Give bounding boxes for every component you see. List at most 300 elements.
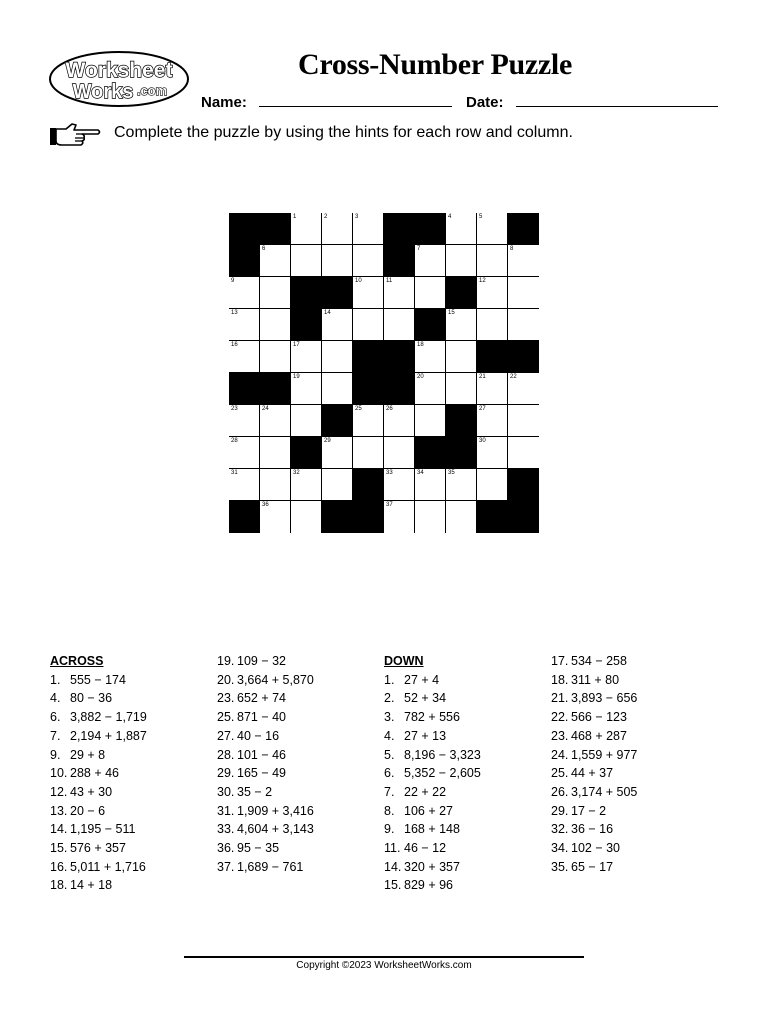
cell-number: 3 xyxy=(355,214,359,220)
clue-number: 11. xyxy=(384,841,401,856)
clue-number: 25. xyxy=(217,710,235,725)
grid-cell[interactable] xyxy=(260,405,291,437)
cell-number: 33 xyxy=(386,470,393,476)
across-clue xyxy=(217,839,314,858)
grid-cell[interactable] xyxy=(229,469,260,501)
grid-cell-black xyxy=(446,277,477,309)
grid-cell[interactable] xyxy=(384,309,415,341)
clue-number: 4. xyxy=(384,728,395,743)
clue-number: 18. xyxy=(551,672,569,687)
page-title: Cross-Number Puzzle xyxy=(298,48,572,81)
clue-expression: 782 + 556 xyxy=(404,710,460,725)
across-clue xyxy=(50,802,147,821)
across-clue xyxy=(50,839,147,858)
clue-number: 7. xyxy=(50,728,61,743)
grid-cell[interactable] xyxy=(508,309,539,341)
across-clue xyxy=(50,671,147,690)
cell-number: 13 xyxy=(231,310,238,316)
grid-cell-black xyxy=(229,245,260,277)
down-clue xyxy=(551,858,637,877)
cell-number: 22 xyxy=(510,374,517,380)
clue-expression: 95 − 35 xyxy=(237,841,280,856)
grid-cell[interactable] xyxy=(229,437,260,469)
instructions-text: Complete the puzzle by using the hints for each row and column. xyxy=(114,124,573,141)
across-clue xyxy=(50,820,147,839)
cell-number: 1 xyxy=(293,214,297,220)
clue-number: 14. xyxy=(384,859,402,874)
grid-cell[interactable] xyxy=(384,405,415,437)
cell-number: 30 xyxy=(479,438,486,444)
grid-cell[interactable] xyxy=(322,213,353,245)
grid-cell-black xyxy=(353,341,384,373)
grid-cell[interactable] xyxy=(384,501,415,533)
grid-cell-black xyxy=(353,373,384,405)
grid-cell[interactable] xyxy=(322,245,353,277)
grid-cell[interactable] xyxy=(353,277,384,309)
cell-number: 27 xyxy=(479,406,486,412)
grid-cell-black xyxy=(508,341,539,373)
down-clue xyxy=(551,652,637,671)
across-clue xyxy=(50,746,147,765)
grid-cell[interactable] xyxy=(353,437,384,469)
down-clue xyxy=(551,689,637,708)
clue-number: 1. xyxy=(50,672,61,687)
down-clue xyxy=(551,727,637,746)
across-clues-column-2 xyxy=(217,652,314,876)
across-clue xyxy=(50,764,147,783)
grid-cell-black xyxy=(260,213,291,245)
clue-expression: 555 − 174 xyxy=(70,672,126,687)
grid-cell[interactable] xyxy=(508,437,539,469)
clue-number: 5. xyxy=(384,747,395,762)
down-clues-column-2 xyxy=(551,652,637,876)
down-clue xyxy=(384,671,481,690)
grid-cell[interactable] xyxy=(384,277,415,309)
clue-expression: 22 + 22 xyxy=(404,784,447,799)
down-clue xyxy=(384,727,481,746)
date-label: Date: xyxy=(466,94,504,111)
grid-cell[interactable] xyxy=(446,373,477,405)
grid-cell[interactable] xyxy=(353,245,384,277)
clue-expression: 1,559 + 977 xyxy=(571,747,638,762)
grid-cell-black xyxy=(229,373,260,405)
clue-expression: 52 + 34 xyxy=(404,691,447,706)
across-clue xyxy=(217,652,314,671)
clue-expression: 652 + 74 xyxy=(237,691,287,706)
clue-expression: 27 + 13 xyxy=(404,728,447,743)
clue-expression: 5,352 − 2,605 xyxy=(404,766,481,781)
grid-cell[interactable] xyxy=(384,469,415,501)
pointing-hand-icon xyxy=(48,121,102,149)
clue-number: 15. xyxy=(384,878,402,893)
clue-number: 10. xyxy=(50,766,68,781)
grid-cell-black xyxy=(415,213,446,245)
grid-cell-black xyxy=(508,501,539,533)
across-clue xyxy=(217,783,314,802)
grid-cell-black xyxy=(508,469,539,501)
grid-cell[interactable] xyxy=(508,373,539,405)
across-heading: ACROSS xyxy=(50,654,104,668)
down-clue xyxy=(384,764,481,783)
grid-cell[interactable] xyxy=(446,501,477,533)
across-clue xyxy=(217,858,314,877)
clue-expression: 8,196 − 3,323 xyxy=(404,747,481,762)
down-clues-column-1 xyxy=(384,652,481,895)
grid-cell-black xyxy=(415,309,446,341)
across-clue xyxy=(50,783,147,802)
grid-cell-black xyxy=(291,437,322,469)
clue-expression: 36 − 16 xyxy=(571,822,614,837)
across-clue xyxy=(50,689,147,708)
puzzle-grid xyxy=(229,213,539,533)
clue-expression: 80 − 36 xyxy=(70,691,113,706)
grid-cell[interactable] xyxy=(477,309,508,341)
clue-number: 16. xyxy=(50,859,68,874)
down-clue xyxy=(551,671,637,690)
grid-cell[interactable] xyxy=(415,501,446,533)
clue-number: 17. xyxy=(551,654,569,668)
clue-expression: 4,604 + 3,143 xyxy=(237,822,314,837)
clue-expression: 106 + 27 xyxy=(404,803,454,818)
down-clue xyxy=(551,820,637,839)
across-clue xyxy=(217,802,314,821)
grid-cell-black xyxy=(384,245,415,277)
grid-cell-black xyxy=(322,405,353,437)
clue-number: 7. xyxy=(384,784,395,799)
grid-cell-black xyxy=(446,437,477,469)
clue-number: 23. xyxy=(551,728,569,743)
across-clue xyxy=(217,708,314,727)
logo-text-worksheet: Worksheet xyxy=(65,59,173,82)
grid-cell[interactable] xyxy=(508,245,539,277)
grid-cell-black xyxy=(229,501,260,533)
clue-number: 23. xyxy=(217,691,235,706)
clue-number: 31. xyxy=(217,803,235,818)
down-heading: DOWN xyxy=(384,654,424,668)
cell-number: 5 xyxy=(479,214,483,220)
grid-cell-black xyxy=(477,341,508,373)
down-clue xyxy=(551,783,637,802)
grid-cell[interactable] xyxy=(353,405,384,437)
clue-number: 29. xyxy=(551,803,569,818)
clue-number: 18. xyxy=(50,878,68,893)
clue-expression: 3,664 + 5,870 xyxy=(237,672,314,687)
clue-expression: 3,893 − 656 xyxy=(571,691,638,706)
clue-expression: 14 + 18 xyxy=(70,878,113,893)
grid-cell[interactable] xyxy=(322,309,353,341)
grid-cell[interactable] xyxy=(508,405,539,437)
clue-expression: 43 + 30 xyxy=(70,784,113,799)
clue-expression: 165 − 49 xyxy=(237,766,287,781)
clue-number: 12. xyxy=(50,784,68,799)
grid-cell-black xyxy=(477,501,508,533)
across-clue xyxy=(217,764,314,783)
across-clue xyxy=(217,671,314,690)
grid-cell[interactable] xyxy=(291,213,322,245)
clue-number: 29. xyxy=(217,766,235,781)
clue-number: 25. xyxy=(551,766,569,781)
across-clue xyxy=(217,746,314,765)
grid-cell[interactable] xyxy=(508,277,539,309)
grid-cell[interactable] xyxy=(446,213,477,245)
grid-cell[interactable] xyxy=(260,469,291,501)
clue-number: 2. xyxy=(384,691,395,706)
grid-cell[interactable] xyxy=(260,437,291,469)
cell-number: 18 xyxy=(417,342,424,348)
grid-cell-black xyxy=(508,213,539,245)
cell-number: 20 xyxy=(417,374,424,380)
grid-cell-black xyxy=(415,437,446,469)
clue-expression: 311 + 80 xyxy=(571,672,620,687)
clue-expression: 3,882 − 1,719 xyxy=(70,710,147,725)
grid-cell[interactable] xyxy=(291,501,322,533)
down-clue xyxy=(384,746,481,765)
clue-number: 9. xyxy=(50,747,61,762)
grid-cell[interactable] xyxy=(446,341,477,373)
cell-number: 8 xyxy=(510,246,514,252)
clue-number: 13. xyxy=(50,803,68,818)
grid-cell-black xyxy=(384,341,415,373)
cell-number: 17 xyxy=(293,342,300,348)
clue-expression: 829 + 96 xyxy=(404,878,454,893)
across-clue xyxy=(50,858,147,877)
cell-number: 21 xyxy=(479,374,486,380)
clue-expression: 5,011 + 1,716 xyxy=(70,859,146,874)
clue-number: 37. xyxy=(217,859,235,874)
clue-expression: 1,195 − 511 xyxy=(70,822,136,837)
across-clue xyxy=(217,727,314,746)
grid-cell[interactable] xyxy=(477,277,508,309)
clue-expression: 468 + 287 xyxy=(571,728,627,743)
copyright-text: Copyright ©2023 WorksheetWorks.com xyxy=(296,960,472,971)
grid-cell[interactable] xyxy=(322,469,353,501)
grid-cell[interactable] xyxy=(291,245,322,277)
grid-cell[interactable] xyxy=(415,341,446,373)
cell-number: 29 xyxy=(324,438,331,444)
grid-cell[interactable] xyxy=(415,405,446,437)
grid-cell[interactable] xyxy=(477,405,508,437)
grid-cell[interactable] xyxy=(353,213,384,245)
clue-number: 32. xyxy=(551,822,569,837)
cell-number: 2 xyxy=(324,214,328,220)
clue-number: 26. xyxy=(551,784,569,799)
grid-cell[interactable] xyxy=(291,469,322,501)
down-clue xyxy=(384,858,481,877)
clue-expression: 101 − 46 xyxy=(237,747,287,762)
grid-cell[interactable] xyxy=(260,341,291,373)
grid-cell[interactable] xyxy=(322,373,353,405)
clue-expression: 46 − 12 xyxy=(404,841,447,856)
down-clue xyxy=(384,802,481,821)
grid-cell[interactable] xyxy=(477,437,508,469)
down-clue xyxy=(384,783,481,802)
grid-cell[interactable] xyxy=(291,405,322,437)
grid-cell[interactable] xyxy=(291,373,322,405)
cell-number: 34 xyxy=(417,470,424,476)
clue-number: 36. xyxy=(217,841,235,856)
clue-expression: 65 − 17 xyxy=(571,859,614,874)
grid-cell[interactable] xyxy=(477,245,508,277)
date-field[interactable] xyxy=(516,106,718,107)
clue-number: 6. xyxy=(384,766,395,781)
cell-number: 37 xyxy=(386,502,393,508)
cell-number: 28 xyxy=(231,438,238,444)
grid-cell-black xyxy=(260,373,291,405)
down-clue xyxy=(551,802,637,821)
clue-number: 34. xyxy=(551,841,569,856)
clue-expression: 20 − 6 xyxy=(70,803,106,818)
down-clue xyxy=(551,708,637,727)
clue-number: 33. xyxy=(217,822,235,837)
grid-cell[interactable] xyxy=(415,277,446,309)
cell-number: 19 xyxy=(293,374,300,380)
clue-expression: 576 + 357 xyxy=(70,841,126,856)
grid-cell[interactable] xyxy=(260,277,291,309)
clue-number: 21. xyxy=(551,691,569,706)
cell-number: 4 xyxy=(448,214,452,220)
down-clue xyxy=(384,839,481,858)
clue-number: 30. xyxy=(217,784,235,799)
cell-number: 14 xyxy=(324,310,331,316)
cell-number: 36 xyxy=(262,502,269,508)
grid-cell-black xyxy=(291,277,322,309)
cell-number: 6 xyxy=(262,246,266,252)
grid-cell-black xyxy=(322,501,353,533)
clue-number: 15. xyxy=(50,841,68,856)
clue-number: 14. xyxy=(50,822,68,837)
grid-cell[interactable] xyxy=(229,309,260,341)
clue-expression: 27 + 4 xyxy=(404,672,440,687)
clue-expression: 29 + 8 xyxy=(70,747,106,762)
cell-number: 7 xyxy=(417,246,421,252)
clue-expression: 109 − 32 xyxy=(237,654,287,668)
clue-expression: 2,194 + 1,887 xyxy=(70,728,147,743)
grid-cell-black xyxy=(384,373,415,405)
cell-number: 12 xyxy=(479,278,486,284)
clue-expression: 1,689 − 761 xyxy=(237,859,304,874)
down-clue xyxy=(384,689,481,708)
clue-number: 9. xyxy=(384,822,395,837)
grid-cell[interactable] xyxy=(477,373,508,405)
grid-cell[interactable] xyxy=(322,437,353,469)
grid-cell-black xyxy=(291,309,322,341)
clue-expression: 1,909 + 3,416 xyxy=(237,803,314,818)
across-clue xyxy=(50,727,147,746)
clue-number: 24. xyxy=(551,747,569,762)
clue-number: 3. xyxy=(384,710,395,725)
grid-cell-black xyxy=(384,213,415,245)
clue-number: 28. xyxy=(217,747,235,762)
grid-cell[interactable] xyxy=(477,213,508,245)
across-clue xyxy=(50,876,147,895)
clue-number: 20. xyxy=(217,672,235,687)
clue-expression: 288 + 46 xyxy=(70,766,120,781)
cell-number: 31 xyxy=(231,470,238,476)
logo-text-works: Works xyxy=(72,81,134,103)
clue-expression: 44 + 37 xyxy=(571,766,614,781)
grid-cell-black xyxy=(353,469,384,501)
grid-cell[interactable] xyxy=(291,341,322,373)
clue-number: 35. xyxy=(551,859,569,874)
grid-cell[interactable] xyxy=(477,469,508,501)
grid-cell-black xyxy=(229,213,260,245)
worksheetworks-logo xyxy=(48,50,190,108)
clue-expression: 3,174 + 505 xyxy=(571,784,638,799)
grid-cell-black xyxy=(353,501,384,533)
clue-number: 1. xyxy=(384,672,395,687)
clue-expression: 17 − 2 xyxy=(571,803,607,818)
down-clue xyxy=(384,876,481,895)
clue-number: 4. xyxy=(50,691,61,706)
across-clue xyxy=(50,708,147,727)
grid-cell[interactable] xyxy=(229,277,260,309)
down-clue xyxy=(551,764,637,783)
grid-cell[interactable] xyxy=(415,469,446,501)
grid-cell[interactable] xyxy=(353,309,384,341)
cell-number: 32 xyxy=(293,470,300,476)
logo-text-com: .com xyxy=(136,83,168,98)
cell-number: 11 xyxy=(386,278,393,284)
grid-cell[interactable] xyxy=(415,373,446,405)
grid-cell[interactable] xyxy=(260,309,291,341)
clue-expression: 40 − 16 xyxy=(237,728,280,743)
cell-number: 26 xyxy=(386,406,393,412)
grid-cell[interactable] xyxy=(229,341,260,373)
grid-cell[interactable] xyxy=(260,501,291,533)
cell-number: 15 xyxy=(448,310,455,316)
clue-number: 8. xyxy=(384,803,395,818)
clue-number: 22. xyxy=(551,710,569,725)
grid-cell[interactable] xyxy=(229,405,260,437)
clue-expression: 566 − 123 xyxy=(571,710,627,725)
name-field[interactable] xyxy=(259,106,452,107)
name-label: Name: xyxy=(201,94,247,111)
clue-expression: 534 − 258 xyxy=(571,654,627,668)
clue-number: 19. xyxy=(217,654,235,668)
grid-cell[interactable] xyxy=(322,341,353,373)
grid-cell-black xyxy=(446,405,477,437)
clue-number: 27. xyxy=(217,728,235,743)
clue-expression: 35 − 2 xyxy=(237,784,273,799)
cell-number: 25 xyxy=(355,406,362,412)
cell-number: 10 xyxy=(355,278,362,284)
across-clues-column-1 xyxy=(50,652,147,895)
across-clue xyxy=(217,689,314,708)
grid-cell[interactable] xyxy=(260,245,291,277)
across-clue xyxy=(217,820,314,839)
cell-number: 9 xyxy=(231,278,235,284)
grid-cell[interactable] xyxy=(446,245,477,277)
cell-number: 35 xyxy=(448,470,455,476)
grid-cell-black xyxy=(322,277,353,309)
clue-expression: 102 − 30 xyxy=(571,841,621,856)
down-clue xyxy=(384,820,481,839)
down-clue xyxy=(551,839,637,858)
grid-cell[interactable] xyxy=(446,469,477,501)
grid-cell[interactable] xyxy=(415,245,446,277)
down-clue xyxy=(384,708,481,727)
footer-divider xyxy=(184,956,584,958)
down-clue xyxy=(551,746,637,765)
cell-number: 23 xyxy=(231,406,238,412)
grid-cell[interactable] xyxy=(446,309,477,341)
clue-expression: 871 − 40 xyxy=(237,710,287,725)
clue-number: 6. xyxy=(50,710,61,725)
grid-cell[interactable] xyxy=(384,437,415,469)
cell-number: 16 xyxy=(231,342,238,348)
cell-number: 24 xyxy=(262,406,269,412)
clue-expression: 320 + 357 xyxy=(404,859,460,874)
